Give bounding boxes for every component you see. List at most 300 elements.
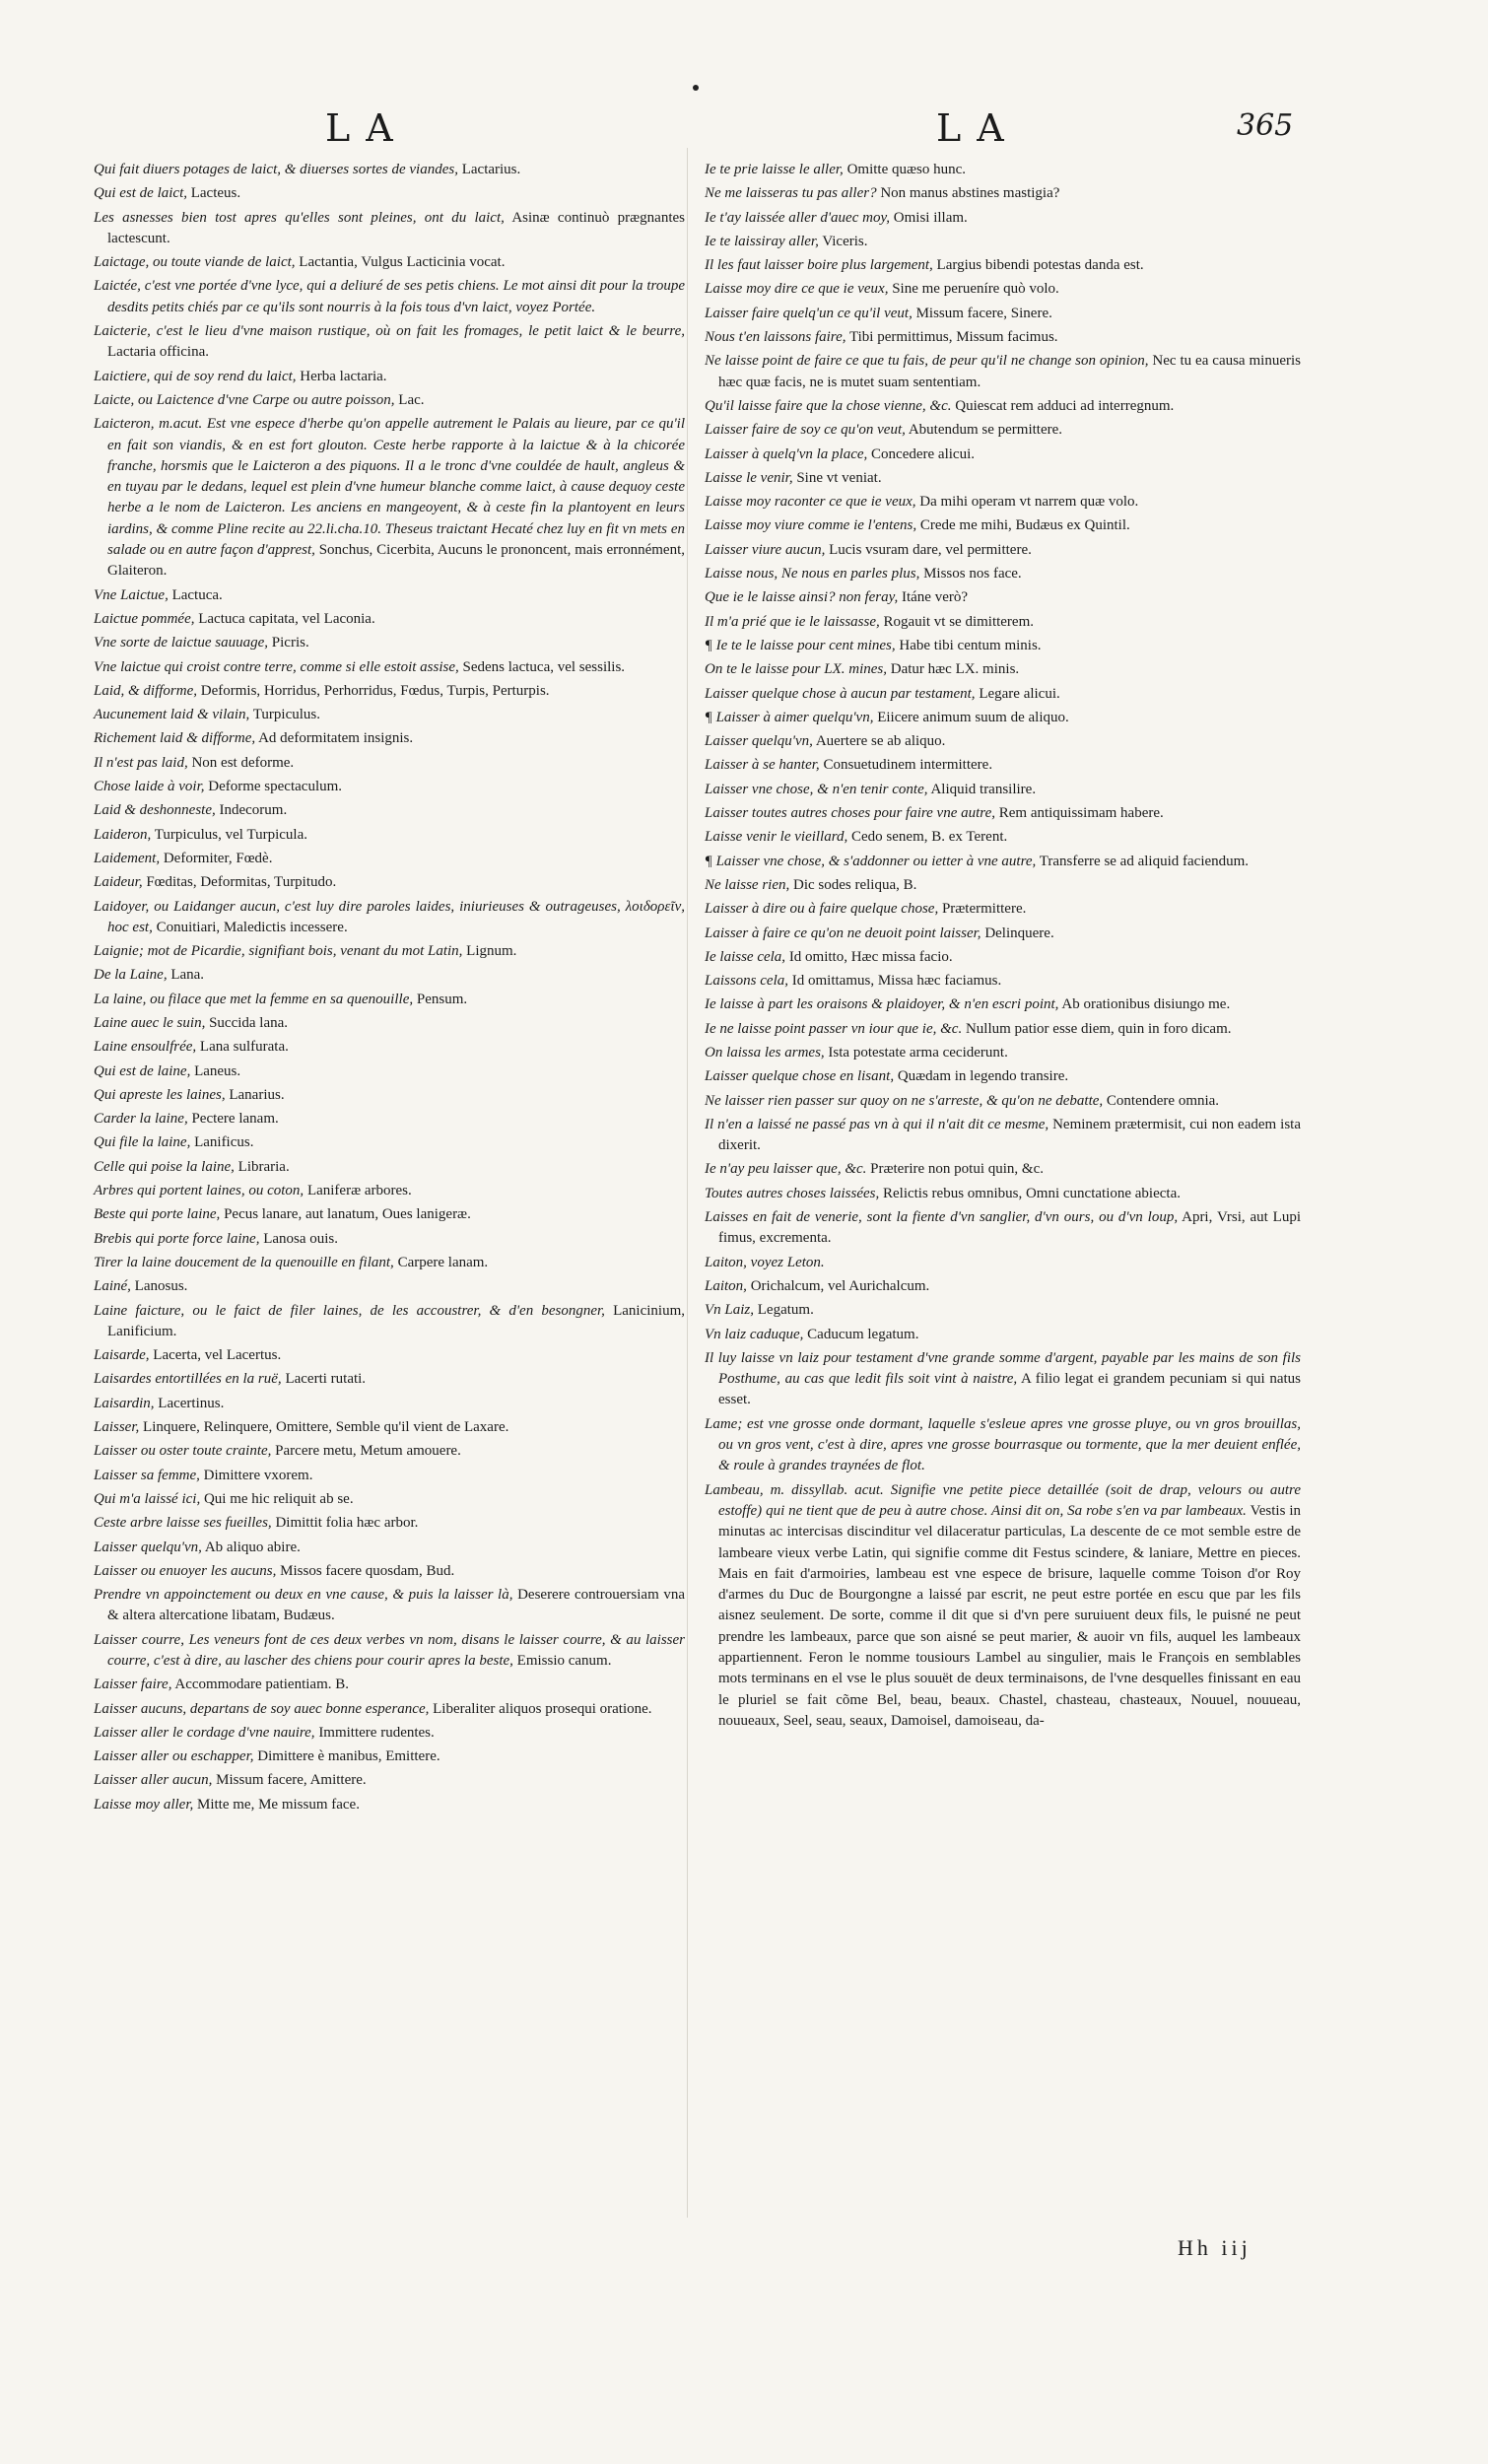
entry-latin: Lactarius.	[461, 162, 521, 177]
entry-latin: Da mihi operam vt narrem quæ volo.	[919, 494, 1139, 511]
entry-french: Laisser aller le cordage d'vne nauire,	[94, 1724, 315, 1741]
entry-french: Que ie le laisse ainsi? non feray,	[705, 589, 899, 606]
entry-french: Laideur,	[94, 874, 143, 891]
entry-latin: Dimittere è manibus, Emittere.	[257, 1748, 440, 1765]
entry-french: Laisser quelqu'vn,	[705, 733, 813, 750]
entry-french: Laisser à se hanter,	[705, 757, 820, 774]
entry-latin: A filio legat ei grandem pecuniam si qui natus esset.	[718, 1371, 1301, 1408]
entry-latin: Vestis in minutas ac intercisas discinditur vel dilaceratur particulas, La descente de ce mot semble estre de lambeare vieux verbe Latin, qui signifie comme dit Festus scindere, & laniare, Mettre en pieces. Mais en fait d'armoiries, lambeau est vne espece de brisure, laquelle comme Toison d'or Roy d'armes du Duc de Bourgongne a laissé par escrit, ne peut estre portée en escu que par les fils aisnez seulement. De sorte, comme il dit que si d'vn pere suruiuent deux fils, le puisné ne peut prendre les lambeaux, parce que son aisné se peut marier, & auoir vn fils, auquel les lambeaux appartiennent. Feron le nomme tousiours Lambel au singulier, mais le François en semblables mots terminans en el vse le plus souuët de deux terminaisons, de l'vne desquelles finissant en eau le pluriel se fait cõme Bel, beau, beaux. Chastel, chasteau, chasteaux, Nouuel, nouueau, nouueaux, Seel, seau, seaux, Damoisel, damoiseau, da-	[718, 1502, 1301, 1729]
entry-french: Laisser ou oster toute crainte,	[94, 1443, 272, 1460]
dictionary-entry	[705, 255, 1301, 276]
dictionary-entry	[705, 208, 1301, 229]
entry-latin: Laniferæ arbores.	[306, 1183, 412, 1199]
dictionary-entry	[94, 1132, 685, 1153]
entry-french: Prendre vn appoinctement ou deux en vne cause, & puis la laisser là,	[94, 1587, 513, 1604]
dictionary-entry	[705, 947, 1301, 968]
dictionary-entry	[94, 1229, 685, 1250]
entry-latin: Orichalcum, vel Aurichalcum.	[750, 1277, 930, 1294]
dictionary-entry	[705, 780, 1301, 800]
dictionary-entry	[705, 708, 1301, 728]
entry-latin: Omisi illam.	[893, 209, 968, 226]
entry-latin: Id omitto, Hæc missa facio.	[788, 948, 953, 965]
dictionary-entry	[705, 659, 1301, 680]
entry-latin: Lanificus.	[194, 1134, 254, 1151]
entry-french: Laisser aller ou eschapper,	[94, 1748, 254, 1765]
dictionary-entry	[705, 468, 1301, 489]
entry-latin: Neminem prætermisit, cui non eadem ista dixerit.	[718, 1116, 1301, 1154]
entry-latin: Missum facere, Sinere.	[915, 305, 1052, 321]
entry-french: Ceste arbre laisse ses fueilles,	[94, 1515, 272, 1532]
dictionary-entry	[94, 1561, 685, 1582]
entry-french: Laisser à quelq'vn la place,	[705, 445, 868, 462]
dictionary-entry	[705, 636, 1301, 656]
dictionary-entry	[94, 941, 685, 962]
entry-latin: Lucis vsuram dare, vel permittere.	[829, 541, 1032, 558]
entry-latin: Deformiter, Fœdè.	[163, 850, 273, 866]
entry-french: Ne me laisseras tu pas aller?	[705, 185, 877, 202]
entry-french: Laicteron, m.acut. Est vne espece d'herbe qu'on appelle autrement le Palais au lieure, par ce qu'il en fait son viandis, & en est fort glouton. Ceste herbe rapporte à la laictue & à la chicorée franche, horsmis que le Laicteron a des piquons. Il a le tronc d'vne couldée de hault, angleus & en tuyau par le dedans, lequel est plein d'vne humeur blanche comme laict, à cause dequoy ceste herbe a le nom de Laicteron. Les anciens en mangeoyent, & à ceste fin la plantoyent en leurs iardins, & comme Pline recite au 22.li.cha.10. Theseus traictant Hecaté chez luy en fit vn mets en salade ou en autre façon d'apprest,	[94, 416, 685, 559]
signature-mark: Hh iij	[1178, 2235, 1251, 2260]
dictionary-entry	[94, 1513, 685, 1534]
entry-french: Laisser,	[94, 1419, 140, 1436]
dictionary-entry	[705, 875, 1301, 896]
dictionary-entry	[94, 965, 685, 986]
entry-latin: Non est deforme.	[191, 754, 295, 771]
entry-latin: Immittere rudentes.	[318, 1724, 435, 1741]
entry-latin: Ab aliquo abire.	[204, 1539, 301, 1555]
entry-latin: Conuitiari, Maledictis incessere.	[156, 919, 348, 935]
entry-french: Laisses en fait de venerie, sont la fiente d'vn sanglier, d'vn ours, ou d'vn loup,	[705, 1209, 1179, 1226]
dictionary-entry	[94, 1253, 685, 1273]
entry-french: Aucunement laid & vilain,	[94, 707, 250, 723]
entry-french: Laidement,	[94, 850, 161, 866]
dictionary-entry	[94, 1109, 685, 1129]
dictionary-entry	[705, 587, 1301, 608]
dictionary-entry	[94, 252, 685, 273]
dictionary-entry	[94, 990, 685, 1010]
entry-french: Ie n'ay peu laisser que, &c.	[705, 1161, 867, 1178]
entry-latin: Laneus.	[194, 1062, 241, 1079]
dictionary-entry	[705, 327, 1301, 348]
entry-french: Laisser à dire ou à faire quelque chose,	[705, 901, 939, 918]
entry-french: Laisser vne chose, & n'en tenir conte,	[705, 781, 928, 797]
dictionary-entry	[705, 515, 1301, 536]
entry-latin: Aliquid transilire.	[930, 781, 1037, 797]
entry-latin: Indecorum.	[219, 802, 288, 819]
entry-latin: Pecus lanare, aut lanatum, Oues lanigeræ.	[224, 1206, 471, 1223]
entry-latin: Lanosa ouis.	[263, 1230, 339, 1247]
entry-latin: Datur hæc LX. minis.	[890, 661, 1020, 678]
dictionary-entry	[705, 1253, 1301, 1273]
dictionary-entry	[705, 852, 1301, 872]
entry-latin: Dic sodes reliqua, B.	[793, 876, 917, 893]
entry-latin: Lignum.	[466, 943, 517, 960]
entry-latin: Omitte quæso hunc.	[846, 162, 966, 177]
entry-latin: Lactaria officina.	[107, 344, 209, 361]
entry-french: Vne laictue qui croist contre terre, comme si elle estoit assise,	[94, 658, 459, 675]
dictionary-entry	[94, 897, 685, 939]
dictionary-entry	[94, 1157, 685, 1178]
entry-latin: Sine me perueníre quò volo.	[892, 281, 1059, 298]
entry-latin: Lanosus.	[134, 1278, 188, 1295]
entry-latin: Dimittere vxorem.	[203, 1467, 313, 1483]
entry-french: Carder la laine,	[94, 1111, 188, 1128]
entry-french: Ie laisse à part les oraisons & plaidoyer, & n'en escri point,	[705, 996, 1059, 1013]
entry-french: Laisser quelque chose en lisant,	[705, 1068, 895, 1085]
dictionary-entry	[94, 1538, 685, 1558]
entry-latin: Emissio canum.	[516, 1653, 612, 1669]
dictionary-entry	[705, 1043, 1301, 1063]
entry-latin: Viceris.	[822, 233, 868, 249]
entry-latin: Lactantia, Vulgus Lacticinia vocat.	[299, 254, 506, 271]
entry-latin: Herba lactaria.	[300, 368, 387, 384]
entry-latin: Picris.	[271, 635, 309, 651]
dictionary-entry	[705, 803, 1301, 824]
entry-french: Laid, & difforme,	[94, 682, 198, 699]
dictionary-entry	[705, 279, 1301, 300]
header-left: LA	[325, 106, 409, 150]
entry-french: Nous t'en laissons faire,	[705, 329, 846, 346]
entry-latin: Relictis rebus omnibus, Omni cunctatione abiecta.	[882, 1185, 1181, 1201]
entry-latin: Lana.	[170, 967, 205, 984]
entry-latin: Ad deformitatem insignis.	[258, 730, 414, 747]
entry-latin: Transferre se ad aliquid faciendum.	[1039, 853, 1250, 869]
entry-french: Vne Laictue,	[94, 586, 169, 603]
entry-latin: Quiescat rem adduci ad interregnum.	[955, 397, 1175, 414]
dictionary-entry	[705, 1414, 1301, 1477]
entry-french: Laisser aller aucun,	[94, 1772, 213, 1789]
entry-french: On laissa les armes,	[705, 1044, 825, 1061]
entry-latin: Apri, Vrsi, aut Lupi fimus, excrementa.	[718, 1209, 1301, 1247]
dictionary-entry	[94, 849, 685, 869]
dictionary-entry	[94, 1301, 685, 1343]
dictionary-entry	[94, 276, 685, 318]
entry-french: Il les faut laisser boire plus largement,	[705, 257, 933, 274]
entry-french: Qu'il laisse faire que la chose vienne, &c.	[705, 397, 952, 414]
entry-french: Arbres qui portent laines, ou coton,	[94, 1183, 304, 1199]
entry-latin: Crede me mihi, Budæus ex Quintil.	[919, 517, 1130, 534]
dictionary-entry	[94, 1723, 685, 1744]
entry-latin: Dimittit folia hæc arbor.	[275, 1515, 419, 1532]
entry-latin: Contendere omnia.	[1106, 1092, 1220, 1109]
entry-french: Laisser quelque chose à aucun par testament,	[705, 685, 976, 702]
entry-french: Laine faicture, ou le faict de filer laines, de les accoustrer, & d'en besongner,	[94, 1302, 605, 1319]
entry-latin: Deforme spectaculum.	[208, 779, 343, 795]
right-column	[705, 160, 1301, 1735]
entry-french: Vne sorte de laictue sauuage,	[94, 635, 269, 651]
dictionary-entry	[705, 1325, 1301, 1345]
entry-french: Les asnesses bien tost apres qu'elles sont pleines, ont du laict,	[94, 209, 505, 226]
dictionary-entry	[705, 351, 1301, 393]
entry-french: Vn Laiz,	[705, 1302, 755, 1319]
entry-latin: Parcere metu, Metum amouere.	[275, 1443, 461, 1460]
dictionary-entry	[94, 1770, 685, 1791]
dictionary-entry	[705, 1300, 1301, 1321]
entry-french: Laisser viure aucun,	[705, 541, 826, 558]
entry-latin: Turpiculus, vel Turpicula.	[154, 826, 307, 843]
dictionary-entry	[94, 681, 685, 702]
dictionary-entry	[94, 208, 685, 250]
entry-latin: Deformis, Horridus, Perhorridus, Fœdus, Turpis, Perturpis.	[200, 682, 550, 699]
entry-french: ¶ Laisser vne chose, & s'addonner ou ietter à vne autre,	[705, 853, 1037, 869]
entry-latin: Lanicinium, Lanificium.	[107, 1302, 686, 1339]
entry-french: Il n'est pas laid,	[94, 754, 188, 771]
entry-french: Il n'en a laissé ne passé pas vn à qui il n'ait dit ce mesme,	[705, 1116, 1049, 1132]
dictionary-entry	[94, 1013, 685, 1034]
entry-french: Brebis qui porte force laine,	[94, 1230, 260, 1247]
dictionary-entry	[705, 1184, 1301, 1204]
entry-french: Laisser faire quelq'un ce qu'il veut,	[705, 305, 913, 321]
entry-latin: Mitte me, Me missum face.	[197, 1796, 360, 1813]
entry-french: Lame; est vne grosse onde dormant, laquelle s'esleue apres vne grosse pluye, ou vn gros brouillas, ou vn gros vent, c'est à dire, apres vne grosse bourrasque ou tormente, que la mer deuient enflée, & roule à grandes traynées de flot.	[705, 1415, 1301, 1474]
entry-french: Laisardes entortillées en la ruë,	[94, 1371, 282, 1388]
entry-french: Qui m'a laissé ici,	[94, 1490, 201, 1507]
ornament-dot	[693, 85, 699, 91]
entry-latin: Asinæ continuò prægnantes lactescunt.	[107, 209, 686, 246]
entry-french: Laisse moy viure comme ie l'entens,	[705, 517, 917, 534]
dictionary-entry	[705, 420, 1301, 441]
entry-french: Tirer la laine doucement de la quenouille en filant,	[94, 1254, 394, 1270]
entry-french: Laisarde,	[94, 1347, 150, 1364]
entry-french: Laiton, voyez Leton.	[705, 1254, 825, 1270]
entry-french: Laisser faire,	[94, 1677, 172, 1693]
dictionary-entry	[94, 1181, 685, 1201]
entry-french: Laisse le venir,	[705, 469, 793, 486]
dictionary-entry	[94, 1417, 685, 1438]
entry-french: Ne laisse point de faire ce que tu fais, de peur qu'il ne change son opinion,	[705, 353, 1149, 370]
entry-latin: Nullum patior esse diem, quin in foro dicam.	[965, 1020, 1232, 1037]
entry-latin: Pectere lanam.	[191, 1111, 279, 1128]
dictionary-entry	[705, 1091, 1301, 1112]
entry-french: Qui apreste les laines,	[94, 1086, 226, 1103]
dictionary-entry	[94, 414, 685, 582]
entry-french: Laine ensoulfrée,	[94, 1039, 197, 1056]
dictionary-entry	[94, 609, 685, 630]
dictionary-entry	[705, 994, 1301, 1015]
dictionary-entry	[705, 1348, 1301, 1411]
entry-french: Ie te laissiray aller,	[705, 233, 819, 249]
dictionary-entry	[94, 657, 685, 678]
entry-latin: Turpiculus.	[252, 707, 321, 723]
dictionary-entry	[94, 160, 685, 180]
dictionary-entry	[705, 1159, 1301, 1180]
dictionary-entry	[94, 825, 685, 846]
entry-latin: Carpere lanam.	[397, 1254, 489, 1270]
entry-french: Il m'a prié que ie le laissasse,	[705, 613, 880, 630]
entry-latin: Sedens lactuca, vel sessilis.	[462, 658, 626, 675]
entry-french: La laine, ou filace que met la femme en sa quenouille,	[94, 991, 414, 1007]
entry-french: Laisse moy dire ce que ie veux,	[705, 281, 889, 298]
entry-latin: Ab orationibus disiungo me.	[1061, 996, 1231, 1013]
entry-latin: Linquere, Relinquere, Omittere, Semble qu'il vient de Laxare.	[143, 1419, 509, 1436]
dictionary-entry	[94, 1276, 685, 1297]
dictionary-entry	[705, 612, 1301, 633]
entry-french: Ie t'ay laissée aller d'auec moy,	[705, 209, 891, 226]
entry-french: Qui fait diuers potages de laict, & diuerses sortes de viandes,	[94, 162, 458, 177]
entry-latin: Libraria.	[237, 1158, 290, 1175]
entry-french: Toutes autres choses laissées,	[705, 1185, 880, 1201]
entry-french: Laictiere, qui de soy rend du laict,	[94, 368, 297, 384]
dictionary-entry	[94, 1204, 685, 1225]
entry-french: Laidoyer, ou Laidanger aucun, c'est luy dire paroles laides, iniurieuses & outrageuses, λοιδορεῖν, hoc est,	[94, 898, 685, 935]
entry-french: Laid & deshonneste,	[94, 802, 216, 819]
dictionary-entry	[94, 390, 685, 411]
dictionary-entry	[94, 728, 685, 749]
entry-latin: Accommodare patientiam. B.	[174, 1677, 349, 1693]
entry-french: Laine auec le suin,	[94, 1014, 206, 1031]
entry-french: Lainé,	[94, 1278, 131, 1295]
entry-latin: Lactuca capitata, vel Laconia.	[198, 610, 375, 627]
entry-latin: Deserere controuersiam vna & altera altercatione libatam, Budæus.	[107, 1587, 685, 1624]
column-divider	[687, 148, 688, 2218]
entry-french: Qui file la laine,	[94, 1134, 191, 1151]
entry-french: Chose laide à voir,	[94, 779, 205, 795]
entry-latin: Eiicere animum suum de aliquo.	[877, 709, 1069, 725]
entry-french: Laisse nous, Ne nous en parles plus,	[705, 566, 920, 582]
entry-french: Laisse venir le vieillard,	[705, 829, 848, 846]
dictionary-entry	[705, 445, 1301, 465]
dictionary-entry	[94, 800, 685, 821]
dictionary-entry	[94, 1699, 685, 1720]
dictionary-entry	[94, 753, 685, 774]
dictionary-entry	[705, 160, 1301, 180]
entry-latin: Delinquere.	[984, 924, 1054, 941]
entry-french: ¶ Ie te le laisse pour cent mines,	[705, 637, 896, 653]
dictionary-entry	[94, 1585, 685, 1627]
entry-french: Laisser aucuns, departans de soy auec bonne esperance,	[94, 1700, 430, 1717]
entry-latin: Rogauit vt se dimitterem.	[883, 613, 1035, 630]
dictionary-entry	[94, 585, 685, 606]
entry-latin: Id omittamus, Missa hæc faciamus.	[791, 973, 1002, 990]
dictionary-entry	[705, 1480, 1301, 1733]
dictionary-entry	[94, 1037, 685, 1058]
entry-french: Laictage, ou toute viande de laict,	[94, 254, 296, 271]
entry-french: On te le laisse pour LX. mines,	[705, 661, 887, 678]
entry-french: Laictue pommée,	[94, 610, 195, 627]
dictionary-entry	[94, 777, 685, 797]
dictionary-entry	[94, 1061, 685, 1082]
entry-latin: Lanarius.	[229, 1086, 285, 1103]
entry-latin: Missos nos face.	[923, 566, 1022, 582]
dictionary-entry	[94, 1085, 685, 1106]
entry-latin: Non manus abstines mastigia?	[880, 185, 1060, 202]
dictionary-entry	[94, 633, 685, 653]
dictionary-entry	[705, 731, 1301, 752]
dictionary-entry	[705, 304, 1301, 324]
dictionary-entry	[94, 321, 685, 364]
dictionary-entry	[705, 183, 1301, 204]
dictionary-entry	[705, 564, 1301, 584]
left-column	[94, 160, 685, 1818]
dictionary-entry	[705, 1276, 1301, 1297]
dictionary-entry	[94, 1466, 685, 1486]
dictionary-entry	[705, 827, 1301, 848]
dictionary-entry	[705, 899, 1301, 920]
entry-french: Laissons cela,	[705, 973, 789, 990]
entry-latin: Tibi permittimus, Missum facimus.	[848, 329, 1058, 346]
entry-french: Laisser ou enuoyer les aucuns,	[94, 1562, 277, 1579]
dictionary-entry	[705, 1115, 1301, 1157]
entry-french: De la Laine,	[94, 967, 168, 984]
entry-french: Laisser quelqu'vn,	[94, 1539, 202, 1555]
dictionary-entry	[94, 1795, 685, 1815]
entry-french: Ne laisser rien passer sur quoy on ne s'arreste, & qu'on ne debatte,	[705, 1092, 1104, 1109]
page-number: 365	[1237, 108, 1294, 143]
entry-latin: Lacerti rutati.	[285, 1371, 367, 1388]
entry-latin: Lacerta, vel Lacertus.	[153, 1347, 282, 1364]
entry-latin: Pensum.	[416, 991, 468, 1007]
entry-latin: Concedere alicui.	[871, 445, 975, 462]
dictionary-entry	[94, 1746, 685, 1767]
dictionary-entry	[705, 396, 1301, 417]
entry-latin: Lacertinus.	[158, 1395, 225, 1411]
entry-french: Ie laisse cela,	[705, 948, 786, 965]
dictionary-entry	[705, 492, 1301, 513]
entry-latin: Præterire non potui quin, &c.	[870, 1161, 1044, 1178]
entry-latin: Lana sulfurata.	[199, 1039, 289, 1056]
entry-latin: Liberaliter aliquos prosequi oratione.	[433, 1700, 652, 1717]
entry-latin: Lactuca.	[171, 586, 223, 603]
entry-latin: Rem antiquissimam habere.	[998, 805, 1164, 822]
entry-french: Richement laid & difforme,	[94, 730, 256, 747]
entry-latin: Fœditas, Deformitas, Turpitudo.	[146, 874, 337, 891]
entry-french: Lambeau, m. dissyllab. acut. Signifie vne petite piece detaillée (soit de drap, velours ou autre estoffe) qui ne tient que de peu à autre chose. Ainsi dit on, Sa robe s'en va par lambeaux.	[705, 1481, 1301, 1519]
dictionary-entry	[705, 540, 1301, 561]
entry-latin: Lacteus.	[190, 185, 241, 202]
dictionary-entry	[705, 971, 1301, 992]
entry-french: Ne laisse rien,	[705, 876, 790, 893]
entry-french: Celle qui poise la laine,	[94, 1158, 235, 1175]
entry-latin: Succida lana.	[209, 1014, 289, 1031]
entry-french: Vn laiz caduque,	[705, 1326, 804, 1342]
entry-french: Ie te prie laisse le aller,	[705, 162, 844, 177]
entry-latin: Missum facere, Amittere.	[216, 1772, 367, 1789]
dictionary-entry	[94, 1441, 685, 1462]
entry-french: Laisser sa femme,	[94, 1467, 200, 1483]
dictionary-entry	[94, 705, 685, 725]
entry-latin: Legare alicui.	[979, 685, 1060, 702]
entry-latin: Ista potestate arma ceciderunt.	[828, 1044, 1008, 1061]
entry-french: Laisse moy raconter ce que ie veux,	[705, 494, 916, 511]
entry-french: Laisser courre, Les veneurs font de ces deux verbes vn nom, disans le laisser courre, & au laisser courre, c'est à dire, au lascher des chiens pour courir apres la beste,	[94, 1631, 685, 1669]
entry-latin: Missos facere quosdam, Bud.	[280, 1562, 455, 1579]
dictionary-entry	[94, 872, 685, 893]
dictionary-entry	[705, 684, 1301, 705]
dictionary-entry	[94, 183, 685, 204]
entry-french: Laicte, ou Laictence d'vne Carpe ou autre poisson,	[94, 391, 395, 408]
entry-french: ¶ Laisser à aimer quelqu'vn,	[705, 709, 874, 725]
dictionary-entry	[705, 1019, 1301, 1040]
entry-french: Laicterie, c'est le lieu d'vne maison rustique, où on fait les fromages, le petit laict & le beurre,	[94, 323, 685, 340]
entry-latin: Auertere se ab aliquo.	[815, 733, 946, 750]
header-right: LA	[936, 106, 1020, 150]
entry-latin: Consuetudinem intermittere.	[823, 757, 993, 774]
dictionary-entry	[705, 1066, 1301, 1087]
dictionary-entry	[94, 1489, 685, 1510]
dictionary-entry	[94, 1369, 685, 1390]
entry-latin: Sine vt veniat.	[796, 469, 882, 486]
dictionary-entry	[705, 1207, 1301, 1250]
entry-latin: Abutendum se permittere.	[908, 422, 1063, 439]
dictionary-entry	[94, 367, 685, 387]
entry-french: Laisser toutes autres choses pour faire vne autre,	[705, 805, 995, 822]
entry-french: Il luy laisse vn laiz pour testament d'vne grande somme d'argent, payable par les mains de son fils Posthume, au cas que ledit fils soit vint à naistre,	[705, 1349, 1301, 1388]
entry-french: Beste qui porte laine,	[94, 1206, 221, 1223]
dictionary-entry	[94, 1675, 685, 1695]
entry-french: Laictée, c'est vne portée d'vne lyce, qui a deliuré de ses petis chiens. Le mot ainsi dit pour la troupe desdits petits chiés par ce qu'ils sont nourris à la fois tous d'vn laict, voyez Portée.	[94, 278, 685, 315]
entry-latin: Nec tu ea causa minueris hæc quæ facis, ne is mutet suam sententiam.	[718, 353, 1301, 390]
entry-french: Qui est de laict,	[94, 185, 187, 202]
